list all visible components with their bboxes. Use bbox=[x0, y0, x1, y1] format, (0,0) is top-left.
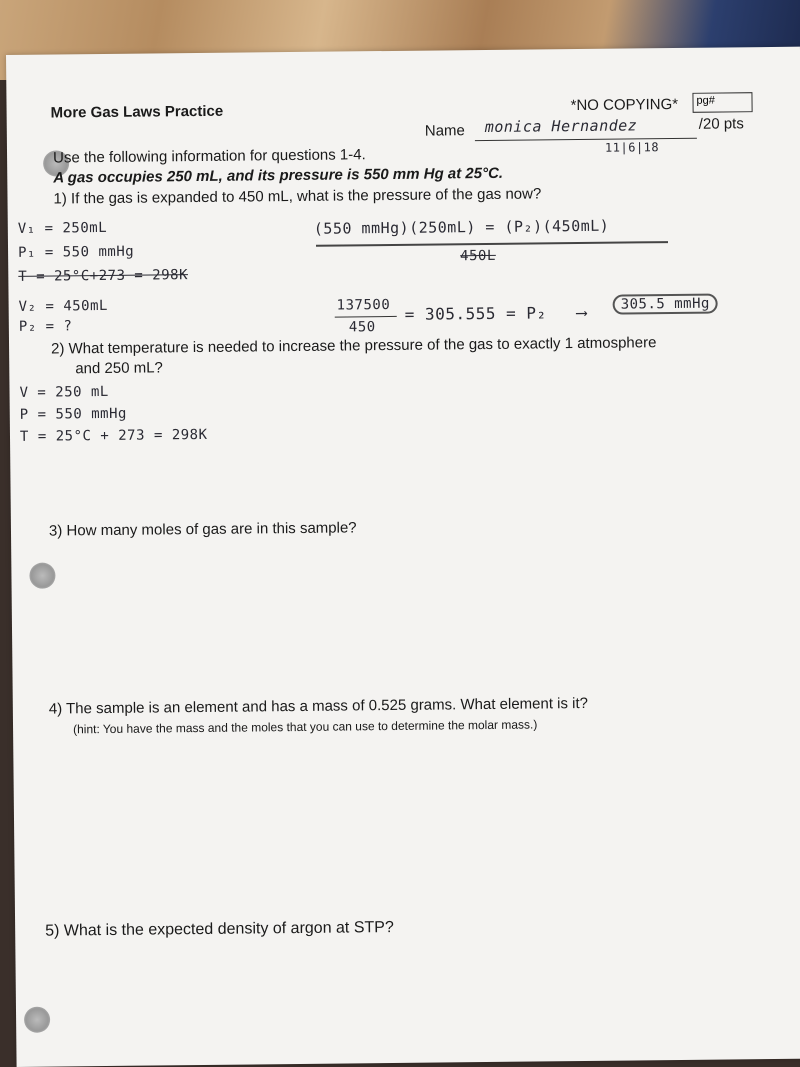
punch-hole bbox=[29, 563, 55, 589]
question-4: 4) The sample is an element and has a mass of 0.525 grams. What element is it? bbox=[48, 694, 589, 718]
q1-v2: V₂ = 450mL bbox=[18, 297, 109, 315]
name-label: Name bbox=[424, 122, 465, 140]
q1-fraction-bar bbox=[316, 241, 668, 247]
page-number-box: pg# bbox=[692, 92, 752, 113]
name-value: monica Hernandez bbox=[484, 116, 638, 136]
question-4-hint: (hint: You have the mass and the moles that you can use to determine the molar mass.) bbox=[72, 717, 538, 737]
date-value: 11|6|18 bbox=[604, 140, 660, 155]
given-info: A gas occupies 250 mL, and its pressure is 550 mm Hg at 25°C. bbox=[53, 164, 504, 187]
q2-p: P = 550 mmHg bbox=[19, 405, 128, 423]
q1-result: = 305.555 = P₂ bbox=[404, 303, 547, 324]
no-copying-note: *NO COPYING* bbox=[570, 95, 679, 115]
name-underline bbox=[475, 138, 697, 141]
q1-frac-numerator: 137500 bbox=[336, 296, 391, 314]
q1-frac-denominator: 450 bbox=[348, 319, 376, 336]
worksheet-page bbox=[6, 47, 800, 1067]
q1-p2: P₂ = ? bbox=[18, 318, 73, 335]
q1-equation: (550 mmHg)(250mL) = (P₂)(450mL) bbox=[313, 216, 610, 238]
q1-equation-denominator: 450L bbox=[460, 247, 496, 265]
q2-v: V = 250 mL bbox=[19, 383, 109, 401]
q1-temp-crossed: T = 25°C+273 = 298K bbox=[18, 267, 189, 285]
q2-t: T = 25°C + 273 = 298K bbox=[19, 426, 208, 445]
question-3: 3) How many moles of gas are in this sample? bbox=[48, 519, 357, 540]
q1-small-fraction-bar bbox=[335, 316, 397, 318]
q1-v1: V₁ = 250mL bbox=[17, 219, 108, 237]
worksheet-title: More Gas Laws Practice bbox=[50, 102, 224, 122]
question-2-cont: and 250 mL? bbox=[75, 359, 163, 378]
q1-p1: P₁ = 550 mmHg bbox=[17, 243, 135, 261]
punch-hole bbox=[24, 1007, 50, 1033]
question-5: 5) What is the expected density of argon at STP? bbox=[45, 918, 394, 940]
arrow-icon: ⟶ bbox=[576, 302, 587, 323]
question-2: 2) What temperature is needed to increase the pressure of the gas to exactly 1 atmosphere bbox=[50, 334, 657, 358]
instruction-text: Use the following information for questions 1-4. bbox=[52, 146, 366, 167]
question-1: 1) If the gas is expanded to 450 mL, what is the pressure of the gas now? bbox=[53, 185, 542, 208]
points-label: /20 pts bbox=[698, 115, 744, 133]
q1-answer: 305.5 mmHg bbox=[613, 294, 719, 315]
